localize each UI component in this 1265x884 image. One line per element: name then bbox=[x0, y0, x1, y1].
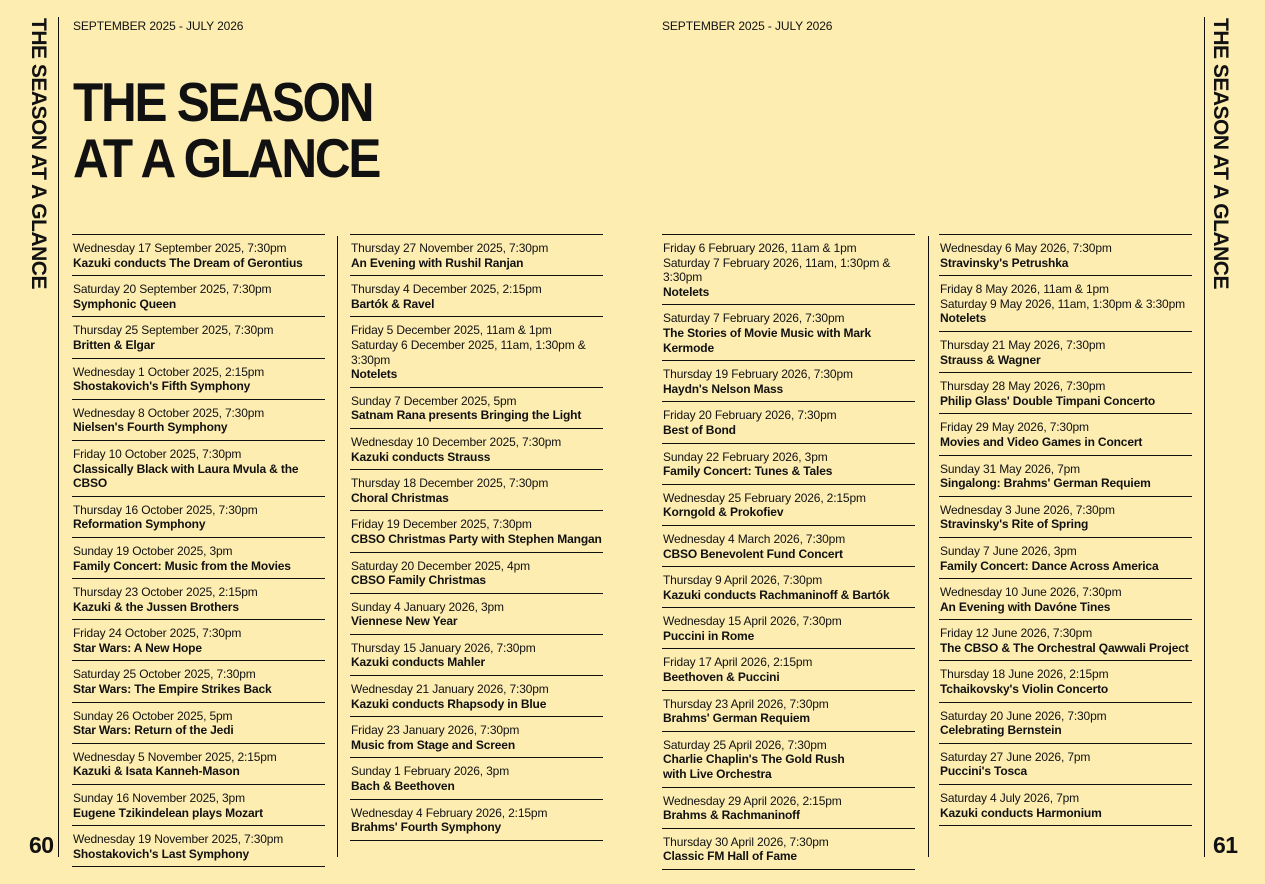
concert-date: Sunday 26 October 2025, 5pm bbox=[73, 708, 233, 723]
concert-title: Brahms & Rachmaninoff bbox=[663, 808, 800, 823]
concert-date: Thursday 23 April 2026, 7:30pm bbox=[663, 696, 829, 711]
concert-date: Thursday 28 May 2026, 7:30pm bbox=[940, 379, 1106, 394]
concert-entry bbox=[72, 579, 325, 620]
concert-title: Notelets bbox=[663, 284, 710, 299]
concert-date: Friday 8 May 2026, 11am & 1pm Saturday 9 May 2026, 11am, 1:30pm & 3:30pm bbox=[940, 282, 1185, 311]
concert-title: Puccini's Tosca bbox=[940, 764, 1028, 779]
concert-entry bbox=[939, 785, 1192, 826]
concert-date: Thursday 18 June 2026, 2:15pm bbox=[940, 667, 1109, 682]
concert-entry bbox=[662, 444, 915, 485]
concert-entry bbox=[350, 758, 603, 799]
concert-entry bbox=[350, 470, 603, 511]
concert-date: Wednesday 10 June 2026, 7:30pm bbox=[940, 585, 1122, 600]
concert-date: Wednesday 10 December 2025, 7:30pm bbox=[351, 434, 562, 449]
concert-entry bbox=[662, 402, 915, 443]
concert-date: Wednesday 21 January 2026, 7:30pm bbox=[351, 682, 549, 697]
listing-column-3 bbox=[662, 234, 915, 870]
concert-date: Thursday 15 January 2026, 7:30pm bbox=[351, 640, 536, 655]
concert-date: Wednesday 29 April 2026, 2:15pm bbox=[663, 793, 842, 808]
concert-entry bbox=[939, 620, 1192, 661]
concert-date: Wednesday 15 April 2026, 7:30pm bbox=[663, 614, 842, 629]
concert-entry bbox=[350, 235, 603, 276]
concert-date: Sunday 19 October 2025, 3pm bbox=[73, 543, 233, 558]
concert-date: Thursday 27 November 2025, 7:30pm bbox=[351, 241, 549, 255]
page-title-line1: THE SEASON bbox=[73, 71, 373, 133]
concert-entry bbox=[350, 511, 603, 552]
concert-title: Strauss & Wagner bbox=[940, 352, 1041, 367]
concert-title: Bartók & Ravel bbox=[351, 296, 435, 311]
concert-entry bbox=[350, 800, 603, 841]
concert-title: Haydn's Nelson Mass bbox=[663, 381, 784, 396]
concert-title: An Evening with Rushil Ranjan bbox=[351, 255, 524, 270]
concert-entry bbox=[350, 717, 603, 758]
concert-title: Kazuki conducts Rachmaninoff & Bartók bbox=[663, 587, 890, 602]
concert-entry bbox=[939, 661, 1192, 702]
concert-title: Symphonic Queen bbox=[73, 296, 177, 311]
concert-entry bbox=[72, 441, 325, 497]
concert-date: Friday 17 April 2026, 2:15pm bbox=[663, 655, 813, 670]
concert-date: Wednesday 17 September 2025, 7:30pm bbox=[73, 241, 287, 255]
concert-entry bbox=[72, 785, 325, 826]
concert-title: Kazuki conducts Mahler bbox=[351, 655, 486, 670]
concert-title: Beethoven & Puccini bbox=[663, 670, 780, 685]
concert-date: Thursday 23 October 2025, 2:15pm bbox=[73, 585, 258, 600]
concert-title: Nielsen's Fourth Symphony bbox=[73, 420, 228, 435]
concert-title: Kazuki & the Jussen Brothers bbox=[73, 599, 239, 614]
concert-title: The CBSO & The Orchestral Qawwali Project bbox=[940, 640, 1189, 655]
concert-title: Family Concert: Dance Across America bbox=[940, 558, 1159, 573]
concert-title: Star Wars: Return of the Jedi bbox=[73, 723, 234, 738]
concert-entry bbox=[72, 826, 325, 867]
concert-date: Friday 12 June 2026, 7:30pm bbox=[940, 626, 1093, 641]
concert-date: Thursday 18 December 2025, 7:30pm bbox=[351, 476, 549, 491]
concert-title: Star Wars: A New Hope bbox=[73, 640, 202, 655]
concert-title: Tchaikovsky's Violin Concerto bbox=[940, 682, 1109, 697]
concert-entry bbox=[662, 361, 915, 402]
concert-title: Classic FM Hall of Fame bbox=[663, 849, 797, 864]
concert-date: Wednesday 8 October 2025, 7:30pm bbox=[73, 405, 265, 420]
concert-entry bbox=[939, 235, 1192, 276]
concert-title: Family Concert: Music from the Movies bbox=[73, 558, 291, 573]
concert-date: Friday 20 February 2026, 7:30pm bbox=[663, 408, 837, 423]
concert-title: Philip Glass' Double Timpani Concerto bbox=[940, 393, 1156, 408]
concert-entry bbox=[662, 526, 915, 567]
concert-entry bbox=[72, 703, 325, 744]
column-divider-right bbox=[928, 236, 929, 857]
concert-title: Star Wars: The Empire Strikes Back bbox=[73, 682, 272, 697]
concert-date: Friday 19 December 2025, 7:30pm bbox=[351, 517, 532, 532]
concert-title: Puccini in Rome bbox=[663, 628, 755, 643]
concert-entry bbox=[939, 456, 1192, 497]
concert-title: Satnam Rana presents Bringing the Light bbox=[351, 408, 582, 423]
concert-date: Sunday 16 November 2025, 3pm bbox=[73, 791, 245, 806]
concert-entry bbox=[72, 497, 325, 538]
listing-column-2 bbox=[350, 234, 603, 841]
page-number-right: 61 bbox=[1213, 832, 1238, 858]
concert-date: Saturday 25 October 2025, 7:30pm bbox=[73, 667, 256, 682]
concert-date: Saturday 4 July 2026, 7pm bbox=[940, 791, 1080, 806]
concert-title: CBSO Family Christmas bbox=[351, 573, 486, 588]
concert-date: Sunday 4 January 2026, 3pm bbox=[351, 599, 504, 614]
left-margin-rule bbox=[58, 17, 59, 857]
concert-date: Wednesday 3 June 2026, 7:30pm bbox=[940, 502, 1115, 517]
concert-entry bbox=[350, 676, 603, 717]
concert-entry bbox=[662, 788, 915, 829]
concert-entry bbox=[72, 400, 325, 441]
concert-entry bbox=[72, 359, 325, 400]
concert-title: Korngold & Prokofiev bbox=[663, 505, 784, 520]
concert-date: Saturday 7 February 2026, 7:30pm bbox=[663, 311, 845, 326]
concert-entry bbox=[350, 317, 603, 387]
concert-date: Sunday 7 June 2026, 3pm bbox=[940, 543, 1077, 558]
concert-entry bbox=[662, 608, 915, 649]
concert-entry bbox=[72, 317, 325, 358]
listing-column-4 bbox=[939, 234, 1192, 826]
concert-entry bbox=[939, 703, 1192, 744]
side-title-right: THE SEASON AT A GLANCE bbox=[1209, 18, 1232, 289]
concert-entry bbox=[350, 388, 603, 429]
concert-title: Choral Christmas bbox=[351, 490, 449, 505]
concert-date: Saturday 25 April 2026, 7:30pm bbox=[663, 737, 827, 752]
concert-title: Kazuki conducts The Dream of Gerontius bbox=[73, 255, 303, 270]
concert-date: Friday 6 February 2026, 11am & 1pm Saturday 7 February 2026, 11am, 1:30pm & 3:30pm bbox=[663, 241, 891, 285]
concert-title: CBSO Christmas Party with Stephen Mangan bbox=[351, 531, 602, 546]
side-title-left: THE SEASON AT A GLANCE bbox=[27, 18, 50, 289]
concert-entry bbox=[939, 276, 1192, 332]
concert-title: Celebrating Bernstein bbox=[940, 723, 1062, 738]
concert-title: An Evening with Davóne Tines bbox=[940, 599, 1111, 614]
concert-date: Saturday 20 December 2025, 4pm bbox=[351, 558, 530, 573]
concert-title: Viennese New Year bbox=[351, 614, 458, 629]
concert-date: Friday 5 December 2025, 11am & 1pm Saturday 6 December 2025, 11am, 1:30pm & 3:30pm bbox=[351, 323, 586, 367]
column-divider-left bbox=[337, 236, 338, 857]
page-title-line2: AT A GLANCE bbox=[73, 127, 380, 189]
concert-title: Reformation Symphony bbox=[73, 517, 206, 532]
concert-title: Kazuki & Isata Kanneh-Mason bbox=[73, 764, 240, 779]
concert-date: Thursday 4 December 2025, 2:15pm bbox=[351, 282, 542, 297]
page-title bbox=[73, 71, 380, 189]
concert-entry bbox=[350, 635, 603, 676]
concert-entry bbox=[662, 829, 915, 870]
concert-title: Kazuki conducts Harmonium bbox=[940, 805, 1102, 820]
concert-entry bbox=[662, 691, 915, 732]
concert-date: Sunday 1 February 2026, 3pm bbox=[351, 764, 510, 779]
listing-column-1 bbox=[72, 234, 325, 867]
concert-entry bbox=[662, 235, 915, 305]
concert-entry bbox=[939, 538, 1192, 579]
concert-title: Classically Black with Laura Mvula & the CBSO bbox=[73, 461, 299, 491]
concert-date: Wednesday 1 October 2025, 2:15pm bbox=[73, 364, 265, 379]
concert-date: Sunday 7 December 2025, 5pm bbox=[351, 393, 517, 408]
concert-entry bbox=[662, 567, 915, 608]
concert-title: Shostakovich's Last Symphony bbox=[73, 846, 250, 861]
concert-title: Movies and Video Games in Concert bbox=[940, 434, 1143, 449]
concert-date: Thursday 30 April 2026, 7:30pm bbox=[663, 834, 829, 849]
concert-title: Kazuki conducts Rhapsody in Blue bbox=[351, 696, 547, 711]
concert-date: Wednesday 6 May 2026, 7:30pm bbox=[940, 241, 1112, 255]
concert-title: Britten & Elgar bbox=[73, 337, 155, 352]
concert-title: Family Concert: Tunes & Tales bbox=[663, 464, 833, 479]
concert-date: Thursday 16 October 2025, 7:30pm bbox=[73, 502, 258, 517]
concert-date: Saturday 20 September 2025, 7:30pm bbox=[73, 282, 272, 297]
concert-title: Kazuki conducts Strauss bbox=[351, 449, 491, 464]
concert-title: Brahms' German Requiem bbox=[663, 711, 810, 726]
concert-date: Sunday 31 May 2026, 7pm bbox=[940, 461, 1080, 476]
concert-date: Saturday 27 June 2026, 7pm bbox=[940, 749, 1091, 764]
concert-entry bbox=[662, 485, 915, 526]
concert-title: CBSO Benevolent Fund Concert bbox=[663, 546, 843, 561]
concert-title: Shostakovich's Fifth Symphony bbox=[73, 379, 251, 394]
concert-entry bbox=[939, 744, 1192, 785]
concert-date: Friday 29 May 2026, 7:30pm bbox=[940, 420, 1089, 435]
concert-entry bbox=[350, 594, 603, 635]
concert-title: Music from Stage and Screen bbox=[351, 737, 515, 752]
header-right: SEPTEMBER 2025 - JULY 2026 bbox=[662, 19, 833, 33]
concert-title: Notelets bbox=[351, 367, 398, 382]
concert-date: Friday 24 October 2025, 7:30pm bbox=[73, 626, 242, 641]
concert-entry bbox=[72, 661, 325, 702]
concert-date: Sunday 22 February 2026, 3pm bbox=[663, 449, 828, 464]
concert-title: Stravinsky's Petrushka bbox=[940, 255, 1069, 270]
concert-title: Best of Bond bbox=[663, 422, 736, 437]
concert-entry bbox=[350, 553, 603, 594]
concert-title: Notelets bbox=[940, 311, 987, 326]
concert-date: Friday 23 January 2026, 7:30pm bbox=[351, 723, 520, 738]
concert-entry bbox=[939, 497, 1192, 538]
concert-date: Wednesday 5 November 2025, 2:15pm bbox=[73, 749, 277, 764]
concert-entry bbox=[939, 414, 1192, 455]
concert-entry bbox=[939, 332, 1192, 373]
concert-date: Thursday 25 September 2025, 7:30pm bbox=[73, 323, 274, 338]
right-margin-rule bbox=[1204, 17, 1205, 857]
concert-entry bbox=[72, 620, 325, 661]
concert-entry bbox=[72, 538, 325, 579]
concert-entry bbox=[350, 276, 603, 317]
concert-entry bbox=[662, 649, 915, 690]
concert-entry bbox=[939, 579, 1192, 620]
concert-entry bbox=[72, 744, 325, 785]
concert-entry bbox=[72, 235, 325, 276]
concert-date: Wednesday 19 November 2025, 7:30pm bbox=[73, 832, 284, 847]
concert-title: Bach & Beethoven bbox=[351, 779, 455, 794]
concert-date: Thursday 19 February 2026, 7:30pm bbox=[663, 367, 853, 382]
concert-title: Charlie Chaplin's The Gold Rush with Live Orchestra bbox=[663, 752, 845, 782]
concert-entry bbox=[72, 276, 325, 317]
concert-title: Singalong: Brahms' German Requiem bbox=[940, 476, 1151, 491]
concert-date: Thursday 21 May 2026, 7:30pm bbox=[940, 337, 1106, 352]
concert-entry bbox=[662, 305, 915, 361]
header-left: SEPTEMBER 2025 - JULY 2026 bbox=[73, 19, 244, 33]
concert-entry bbox=[662, 732, 915, 788]
concert-title: Stravinsky's Rite of Spring bbox=[940, 517, 1089, 532]
concert-title: The Stories of Movie Music with Mark Kermode bbox=[663, 325, 871, 355]
concert-date: Wednesday 25 February 2026, 2:15pm bbox=[663, 490, 866, 505]
concert-entry bbox=[350, 429, 603, 470]
page-number-left: 60 bbox=[29, 832, 54, 858]
concert-date: Wednesday 4 February 2026, 2:15pm bbox=[351, 805, 548, 820]
concert-title: Brahms' Fourth Symphony bbox=[351, 820, 502, 835]
concert-date: Saturday 20 June 2026, 7:30pm bbox=[940, 708, 1107, 723]
concert-title: Eugene Tzikindelean plays Mozart bbox=[73, 805, 263, 820]
concert-date: Friday 10 October 2025, 7:30pm bbox=[73, 446, 242, 461]
concert-date: Wednesday 4 March 2026, 7:30pm bbox=[663, 531, 846, 546]
concert-date: Thursday 9 April 2026, 7:30pm bbox=[663, 573, 823, 588]
concert-entry bbox=[939, 373, 1192, 414]
